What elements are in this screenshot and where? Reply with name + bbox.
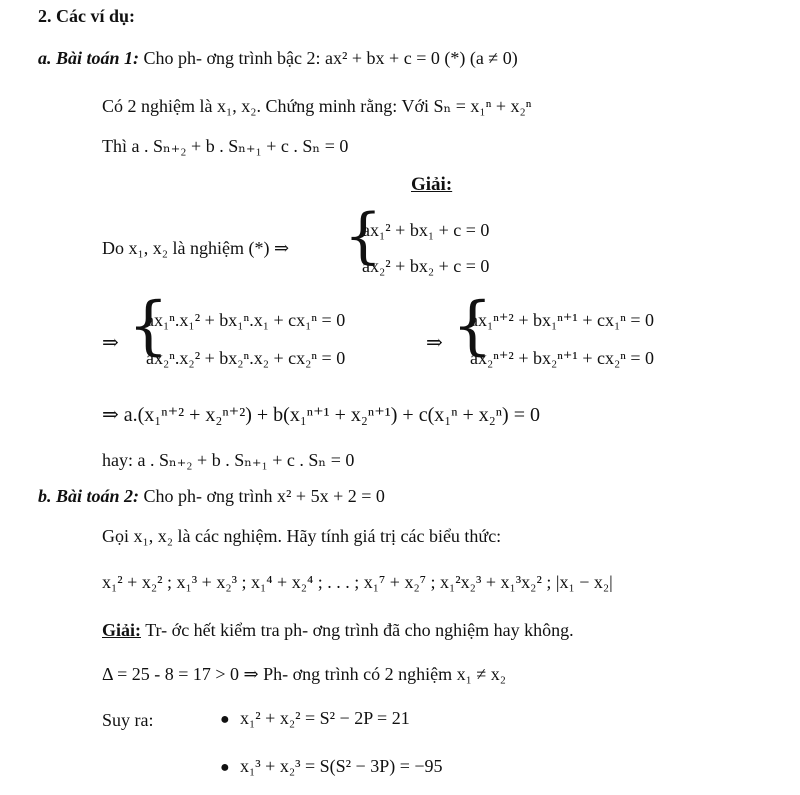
- problem2-expressions: x₁² + x₂² ; x₁³ + x₂³ ; x₁⁴ + x₂⁴ ; . . . ; x₁⁷ + x₂⁷ ; x₁²x₂³ + x₁³x₂² ; |x₁ − x₂|: [102, 572, 613, 592]
- system2-row1: ax₁ⁿ.x₁² + bx₁ⁿ.x₁ + cx₁ⁿ = 0: [146, 310, 346, 330]
- problem2-heading: [38, 486, 385, 507]
- problem2-solution-label: Giải:: [102, 620, 141, 640]
- implies-arrow-2: ⇒: [426, 332, 443, 354]
- implies-arrow-1: ⇒: [102, 332, 119, 354]
- brace-system1: {: [344, 201, 383, 271]
- hay-line: hay: a . Sₙ₊₂ + b . Sₙ₊₁ + c . Sₙ = 0: [102, 450, 355, 470]
- solution-title: Giải:: [411, 174, 453, 195]
- problem1-line3: Thì a . Sₙ₊₂ + b . Sₙ₊₁ + c . Sₙ = 0: [102, 136, 349, 156]
- suy-ra-label: Suy ra:: [102, 710, 154, 730]
- problem2-label: b. Bài toán 2:: [38, 486, 140, 506]
- section-title: 2. Các ví dụ:: [38, 6, 136, 26]
- bullet-dot-2: ●: [220, 759, 230, 776]
- problem1-line2: Có 2 nghiệm là x₁, x₂. Chứng minh rằng: Với Sₙ = x₁ⁿ + x₂ⁿ: [102, 96, 532, 116]
- problem1-label: a. Bài toán 1:: [38, 48, 140, 68]
- brace-system2: {: [128, 289, 169, 363]
- system3-row2: ax₂ⁿ⁺² + bx₂ⁿ⁺¹ + cx₂ⁿ = 0: [470, 348, 655, 368]
- system3-row1: ax₁ⁿ⁺² + bx₁ⁿ⁺¹ + cx₁ⁿ = 0: [470, 310, 655, 330]
- problem1-heading: [38, 48, 518, 69]
- system1-row2: ax₂² + bx₂ + c = 0: [362, 256, 490, 276]
- problem2-task: Gọi x₁, x₂ là các nghiệm. Hãy tính giá trị các biểu thức:: [102, 526, 502, 546]
- bullet-dot-1: ●: [220, 711, 230, 728]
- system1-row1: ax₁² + bx₁ + c = 0: [362, 220, 490, 240]
- bullet2-text: x₁³ + x₂³ = S(S² − 3P) = −95: [240, 756, 443, 776]
- problem2-solution-line: [102, 620, 574, 641]
- brace-system3: {: [452, 289, 493, 363]
- delta-line: Δ = 25 - 8 = 17 > 0 ⇒ Ph- ơng trình có 2 nghiệm x₁ ≠ x₂: [102, 664, 507, 684]
- do-text: Do x₁, x₂ là nghiệm (*) ⇒: [102, 238, 290, 258]
- problem2-text: Cho ph- ơng trình x² + 5x + 2 = 0: [143, 486, 385, 506]
- problem1-text: Cho ph- ơng trình bậc 2: ax² + bx + c = 0 (*) (a ≠ 0): [143, 48, 518, 68]
- combined-equation: ⇒ a.(x₁ⁿ⁺² + x₂ⁿ⁺²) + b(x₁ⁿ⁺¹ + x₂ⁿ⁺¹) + c(x₁ⁿ + x₂ⁿ) = 0: [102, 404, 540, 426]
- bullet1-text: x₁² + x₂² = S² − 2P = 21: [240, 708, 410, 728]
- problem2-solution-text: Tr- ớc hết kiểm tra ph- ơng trình đã cho nghiệm hay không.: [145, 620, 574, 640]
- system2-row2: ax₂ⁿ.x₂² + bx₂ⁿ.x₂ + cx₂ⁿ = 0: [146, 348, 346, 368]
